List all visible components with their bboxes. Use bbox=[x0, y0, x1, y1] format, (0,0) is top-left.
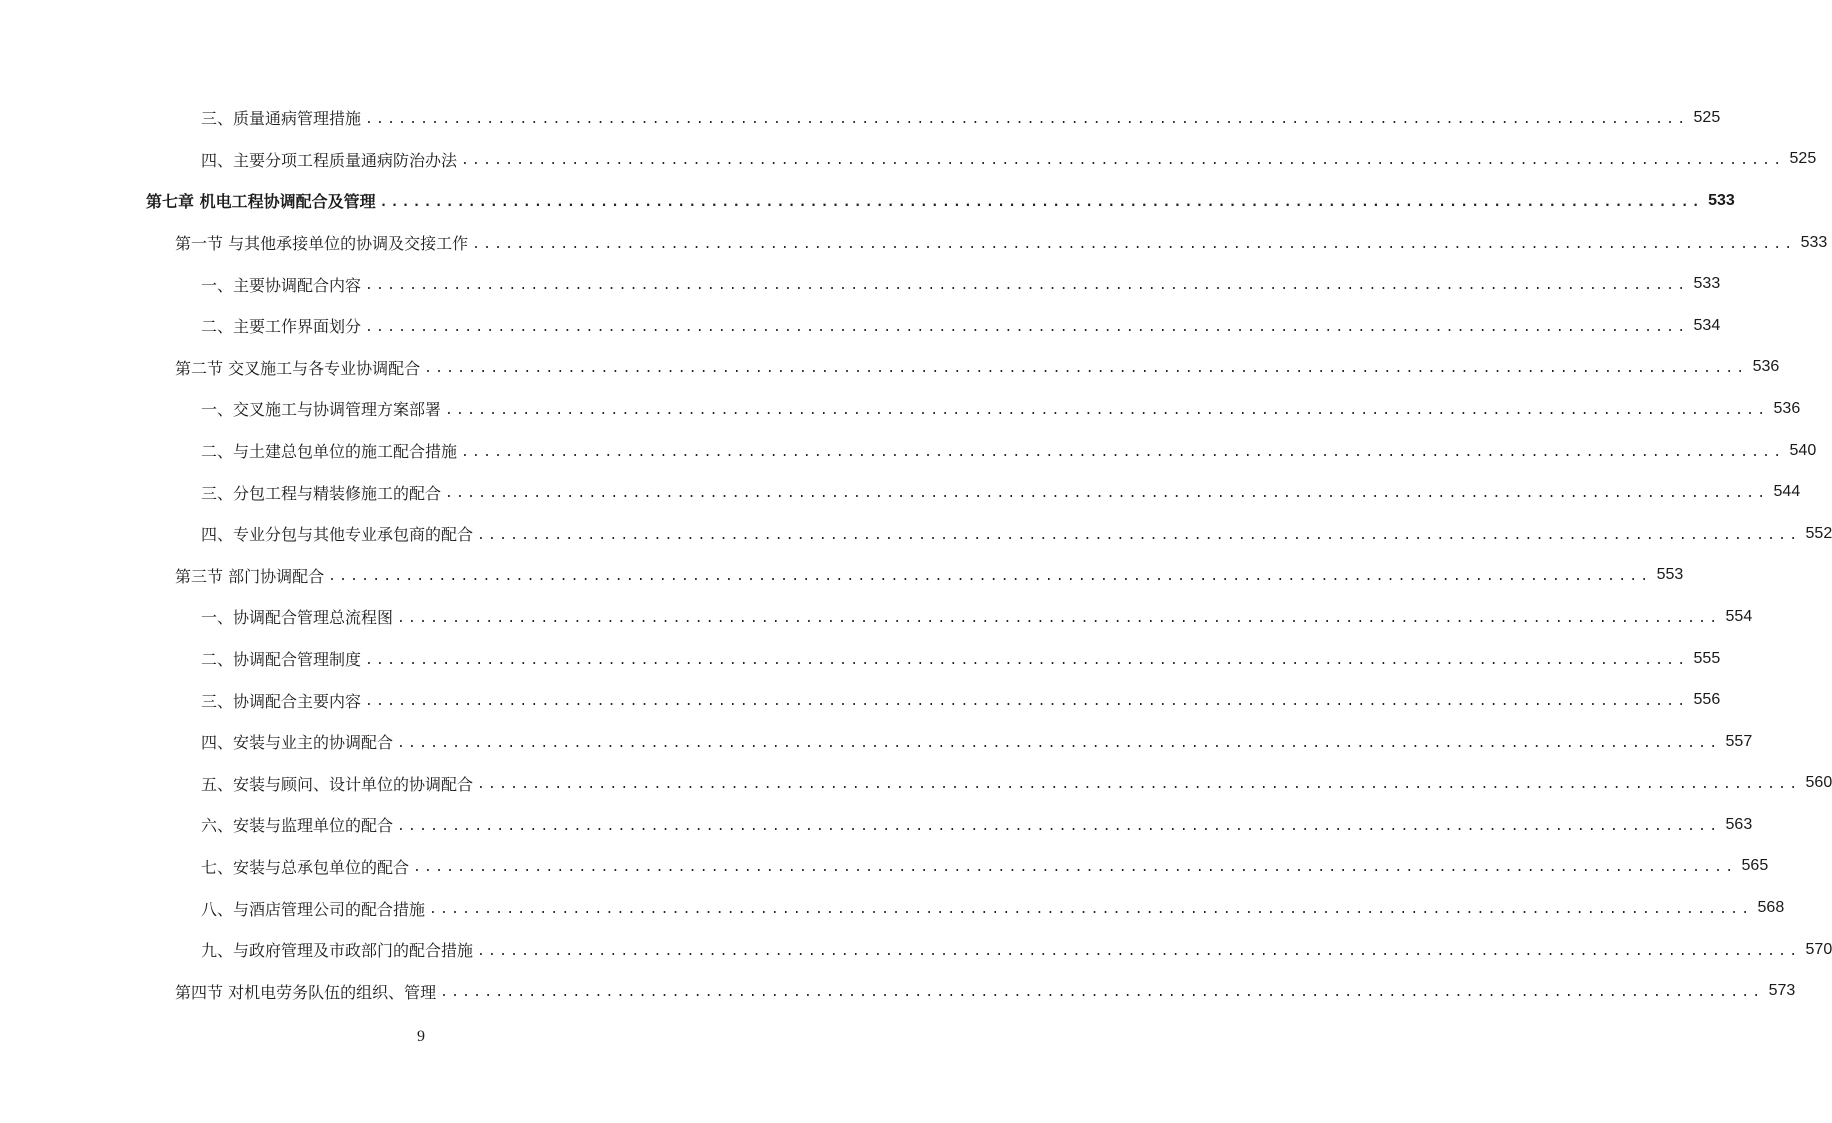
dot-leader: ........................................................................................................................ bbox=[365, 111, 1689, 127]
toc-entry-page: 555 bbox=[1693, 649, 1721, 667]
toc-section[interactable] bbox=[0, 347, 1780, 389]
toc-entry-title: 七、安装与总承包单位的配合 bbox=[201, 857, 410, 877]
toc-entry-page: 557 bbox=[1725, 732, 1753, 750]
toc-entry-title: 第一节 与其他承接单位的协调及交接工作 bbox=[175, 234, 469, 254]
toc-item[interactable] bbox=[0, 763, 1832, 805]
toc-item[interactable] bbox=[0, 929, 1832, 971]
toc-item[interactable] bbox=[0, 471, 1801, 513]
toc-entry-page: 556 bbox=[1693, 691, 1721, 709]
toc-entry-title: 二、协调配合管理制度 bbox=[201, 650, 362, 670]
toc-entry-title: 三、协调配合主要内容 bbox=[201, 691, 362, 711]
toc-entry-title: 五、安装与顾问、设计单位的协调配合 bbox=[201, 774, 474, 794]
toc-entry-title: 第四节 对机电劳务队伍的组织、管理 bbox=[175, 982, 437, 1002]
page-number: 9 bbox=[417, 1028, 425, 1045]
toc-item[interactable] bbox=[0, 887, 1785, 929]
toc-entry-page: 570 bbox=[1805, 940, 1832, 958]
toc-entry-page: 568 bbox=[1757, 899, 1785, 917]
toc-entry-page: 554 bbox=[1725, 607, 1753, 625]
toc-item[interactable] bbox=[0, 846, 1769, 888]
dot-leader: ........................................................................................................................ bbox=[379, 194, 1703, 210]
dot-leader: ........................................................................................................................ bbox=[397, 610, 1721, 626]
toc-item[interactable] bbox=[0, 305, 1721, 347]
toc-entry-page: 544 bbox=[1773, 483, 1801, 501]
dot-leader: ........................................................................................................................ bbox=[445, 486, 1769, 502]
toc-entry-title: 一、交叉施工与协调管理方案部署 bbox=[201, 400, 442, 420]
toc-entry-title: 一、主要协调配合内容 bbox=[201, 275, 362, 295]
toc-entry-page: 565 bbox=[1741, 857, 1769, 875]
toc-entry-page: 525 bbox=[1693, 108, 1721, 126]
dot-leader: ........................................................................................................................ bbox=[365, 278, 1689, 294]
toc-entry-title: 六、安装与监理单位的配合 bbox=[201, 816, 394, 836]
toc-item[interactable] bbox=[0, 263, 1721, 305]
toc-entry-title: 四、安装与业主的协调配合 bbox=[201, 733, 394, 753]
toc-entry-page: 563 bbox=[1725, 815, 1753, 833]
toc-entry-page: 540 bbox=[1789, 441, 1817, 459]
toc-entry-page: 536 bbox=[1773, 399, 1801, 417]
dot-leader: ........................................................................................................................ bbox=[477, 527, 1801, 543]
toc-entry-page: 534 bbox=[1693, 316, 1721, 334]
toc-item[interactable] bbox=[0, 721, 1753, 763]
dot-leader: ........................................................................................................................ bbox=[397, 818, 1721, 834]
toc-entry-page: 533 bbox=[1693, 275, 1721, 293]
dot-leader: ........................................................................................................................ bbox=[472, 236, 1796, 252]
toc-section[interactable] bbox=[0, 555, 1684, 597]
dot-leader: ........................................................................................................................ bbox=[440, 985, 1764, 1001]
dot-leader: ........................................................................................................................ bbox=[429, 902, 1753, 918]
table-of-contents bbox=[0, 97, 1832, 1012]
toc-entry-title: 第二节 交叉施工与各专业协调配合 bbox=[175, 358, 421, 378]
dot-leader: ........................................................................................................................ bbox=[477, 777, 1801, 793]
toc-section[interactable] bbox=[0, 222, 1828, 264]
toc-entry-title: 四、专业分包与其他专业承包商的配合 bbox=[201, 525, 474, 545]
toc-chapter[interactable] bbox=[0, 180, 1735, 222]
toc-item[interactable] bbox=[0, 97, 1721, 139]
dot-leader: ........................................................................................................................ bbox=[365, 694, 1689, 710]
toc-entry-title: 三、分包工程与精装修施工的配合 bbox=[201, 483, 442, 503]
toc-entry-page: 560 bbox=[1805, 774, 1832, 792]
toc-entry-title: 第三节 部门协调配合 bbox=[175, 566, 325, 586]
toc-entry-page: 533 bbox=[1800, 233, 1828, 251]
toc-entry-page: 573 bbox=[1768, 982, 1796, 1000]
toc-item[interactable] bbox=[0, 388, 1801, 430]
dot-leader: ........................................................................................................................ bbox=[461, 444, 1785, 460]
dot-leader: ........................................................................................................................ bbox=[328, 569, 1652, 585]
dot-leader: ........................................................................................................................ bbox=[477, 943, 1801, 959]
toc-section[interactable] bbox=[0, 970, 1796, 1012]
toc-entry-page: 536 bbox=[1752, 358, 1780, 376]
toc-item[interactable] bbox=[0, 679, 1721, 721]
dot-leader: ........................................................................................................................ bbox=[365, 652, 1689, 668]
toc-item[interactable] bbox=[0, 638, 1721, 680]
toc-entry-page: 525 bbox=[1789, 150, 1817, 168]
toc-entry-title: 三、质量通病管理措施 bbox=[201, 109, 362, 129]
toc-entry-page: 553 bbox=[1656, 566, 1684, 584]
toc-item[interactable] bbox=[0, 513, 1832, 555]
toc-entry-page: 533 bbox=[1708, 191, 1735, 209]
dot-leader: ........................................................................................................................ bbox=[413, 860, 1737, 876]
toc-item[interactable] bbox=[0, 804, 1753, 846]
toc-entry-title: 四、主要分项工程质量通病防治办法 bbox=[201, 150, 458, 170]
toc-entry-title: 九、与政府管理及市政部门的配合措施 bbox=[201, 941, 474, 961]
toc-entry-title: 八、与酒店管理公司的配合措施 bbox=[201, 899, 426, 919]
toc-entry-title: 二、与土建总包单位的施工配合措施 bbox=[201, 442, 458, 462]
dot-leader: ........................................................................................................................ bbox=[445, 402, 1769, 418]
dot-leader: ........................................................................................................................ bbox=[424, 361, 1748, 377]
toc-item[interactable] bbox=[0, 139, 1817, 181]
toc-entry-title: 一、协调配合管理总流程图 bbox=[201, 608, 394, 628]
dot-leader: ........................................................................................................................ bbox=[397, 735, 1721, 751]
dot-leader: ........................................................................................................................ bbox=[461, 153, 1785, 169]
toc-item[interactable] bbox=[0, 596, 1753, 638]
toc-entry-title: 第七章 机电工程协调配合及管理 bbox=[146, 192, 376, 212]
toc-item[interactable] bbox=[0, 430, 1817, 472]
dot-leader: ........................................................................................................................ bbox=[365, 319, 1689, 335]
toc-entry-title: 二、主要工作界面划分 bbox=[201, 317, 362, 337]
toc-entry-page: 552 bbox=[1805, 524, 1832, 542]
